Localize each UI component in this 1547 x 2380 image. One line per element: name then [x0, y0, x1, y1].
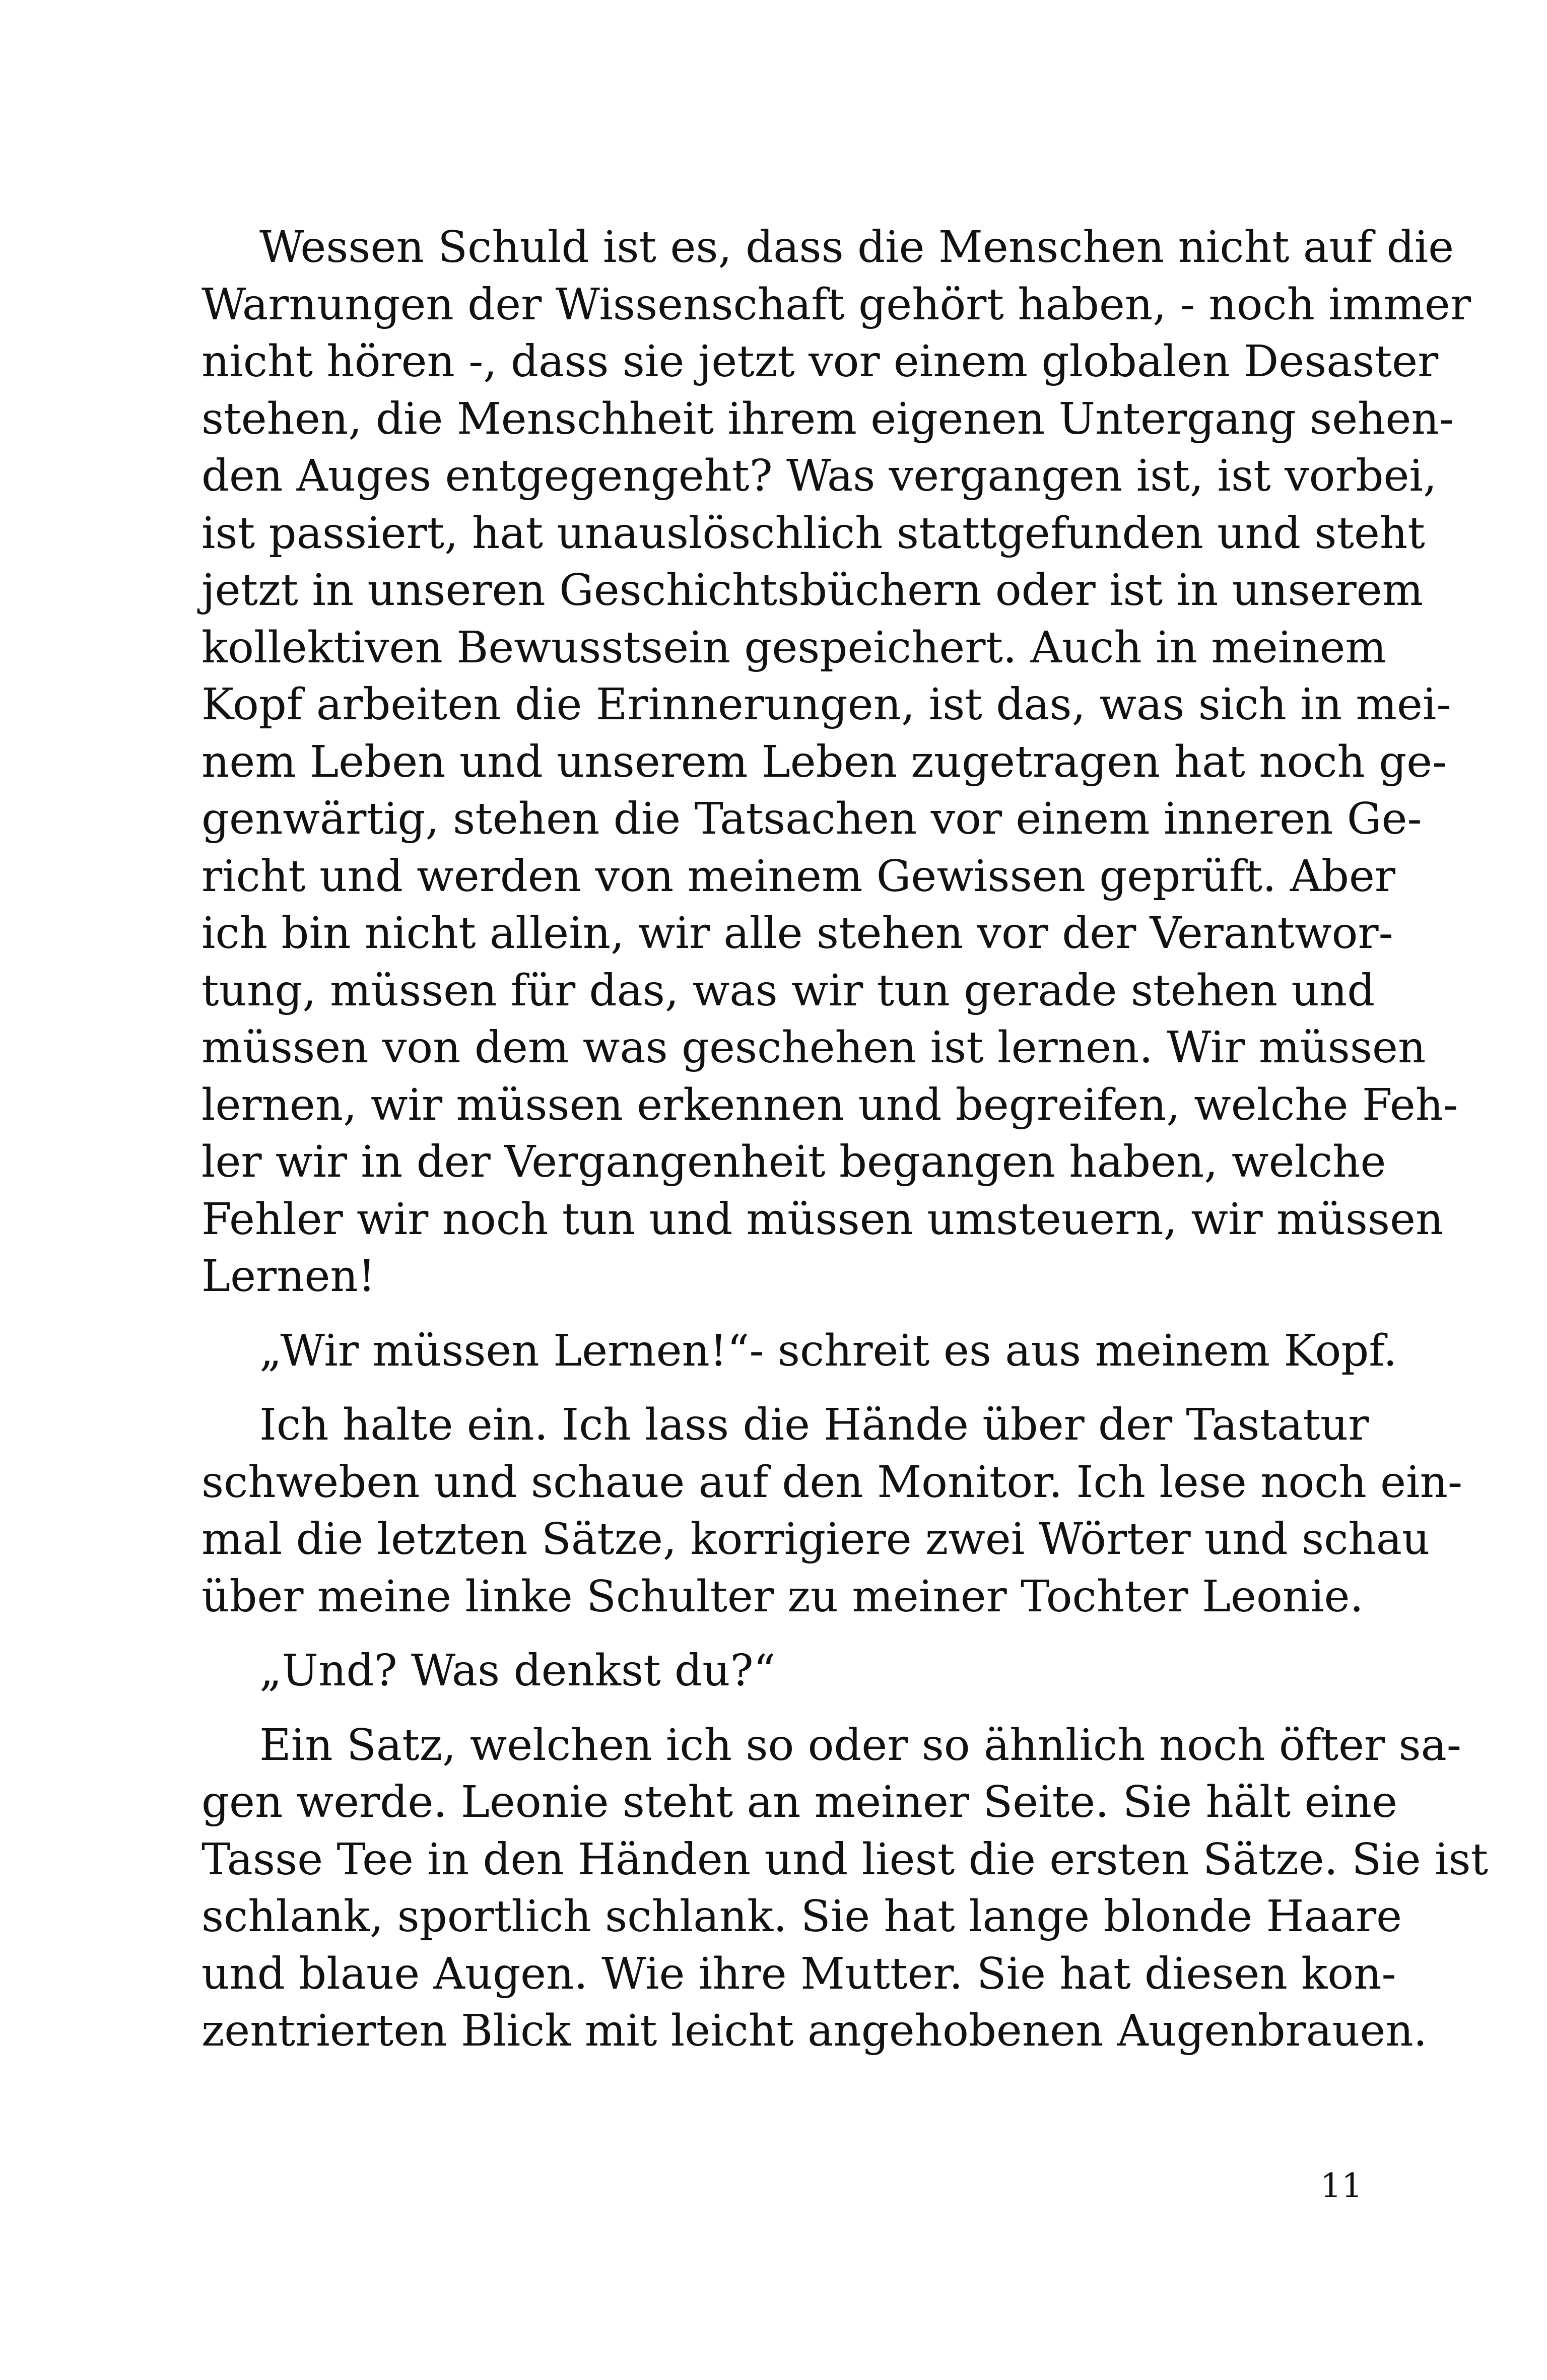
- text-line: richt und werden von meinem Gewissen geprüft. Aber: [201, 851, 1396, 902]
- text-line: über meine linke Schulter zu meiner Tochter Leonie.: [201, 1571, 1364, 1622]
- text-line: nem Leben und unserem Leben zugetragen hat noch ge-: [201, 736, 1447, 787]
- text-line: müssen von dem was geschehen ist lernen. Wir müssen: [201, 1023, 1426, 1073]
- paragraph-gap: [201, 1306, 1363, 1323]
- text-line: schweben und schaue auf den Monitor. Ich lese noch ein-: [201, 1457, 1463, 1508]
- text-line: „Wir müssen Lernen!“- schreit es aus meinem Kopf.: [259, 1325, 1397, 1376]
- text-line: stehen, die Menschheit ihrem eigenen Untergang sehen-: [201, 393, 1454, 444]
- text-line: lernen, wir müssen erkennen und begreifen, welche Feh-: [201, 1079, 1458, 1130]
- page-number: 11: [1320, 2166, 1363, 2205]
- text-line: ist passiert, hat unauslöschlich stattgefunden und steht: [201, 508, 1425, 559]
- text-line: mal die letzten Sätze, korrigiere zwei Wörter und schau: [201, 1514, 1430, 1565]
- text-line: Tasse Tee in den Händen und liest die ersten Sätze. Sie ist: [201, 1834, 1489, 1885]
- text-line: Ich halte ein. Ich lass die Hände über der Tastatur: [259, 1400, 1369, 1450]
- text-line: Ein Satz, welchen ich so oder so ähnlich noch öfter sa-: [259, 1720, 1461, 1771]
- paragraph-gap: [201, 1700, 1363, 1717]
- paragraph-5: [201, 1717, 1489, 2060]
- text-line: jetzt in unseren Geschichtsbüchern oder ist in unserem: [201, 565, 1424, 616]
- text-line: tung, müssen für das, was wir tun gerade stehen und: [201, 965, 1375, 1016]
- text-line: schlank, sportlich schlank. Sie hat lange blonde Haare: [201, 1891, 1402, 1942]
- paragraph-2: [201, 1323, 1397, 1380]
- paragraph-4: [201, 1643, 1363, 1700]
- text-line: Fehler wir noch tun und müssen umsteuern, wir müssen: [201, 1194, 1444, 1245]
- paragraph-gap: [201, 1380, 1363, 1397]
- text-line: und blaue Augen. Wie ihre Mutter. Sie hat diesen kon-: [201, 1948, 1396, 1999]
- text-line: Wessen Schuld ist es, dass die Menschen nicht auf die: [259, 222, 1454, 273]
- text-line: genwärtig, stehen die Tatsachen vor einem inneren Ge-: [201, 794, 1422, 844]
- text-line: den Auges entgegengeht? Was vergangen ist, ist vorbei,: [201, 451, 1437, 501]
- text-line: Lernen!: [201, 1251, 376, 1302]
- paragraph-1: [201, 219, 1471, 1306]
- text-line: „Und? Was denkst du?“: [259, 1646, 776, 1696]
- text-line: nicht hören -, dass sie jetzt vor einem globalen Desaster: [201, 336, 1439, 387]
- text-line: kollektiven Bewusstsein gespeichert. Auch in meinem: [201, 622, 1387, 673]
- text-line: ich bin nicht allein, wir alle stehen vor der Verantwor-: [201, 908, 1393, 959]
- paragraph-3: [201, 1397, 1463, 1625]
- text-line: gen werde. Leonie steht an meiner Seite. Sie hält eine: [201, 1777, 1398, 1827]
- text-line: zentrierten Blick mit leicht angehobenen Augenbrauen.: [201, 2006, 1428, 2056]
- text-line: Kopf arbeiten die Erinnerungen, ist das, was sich in mei-: [201, 679, 1451, 730]
- text-line: Warnungen der Wissenschaft gehört haben, - noch immer: [201, 279, 1471, 330]
- text-line: ler wir in der Vergangenheit begangen haben, welche: [201, 1137, 1386, 1187]
- paragraph-gap: [201, 1625, 1363, 1643]
- body-text: [201, 219, 1489, 2060]
